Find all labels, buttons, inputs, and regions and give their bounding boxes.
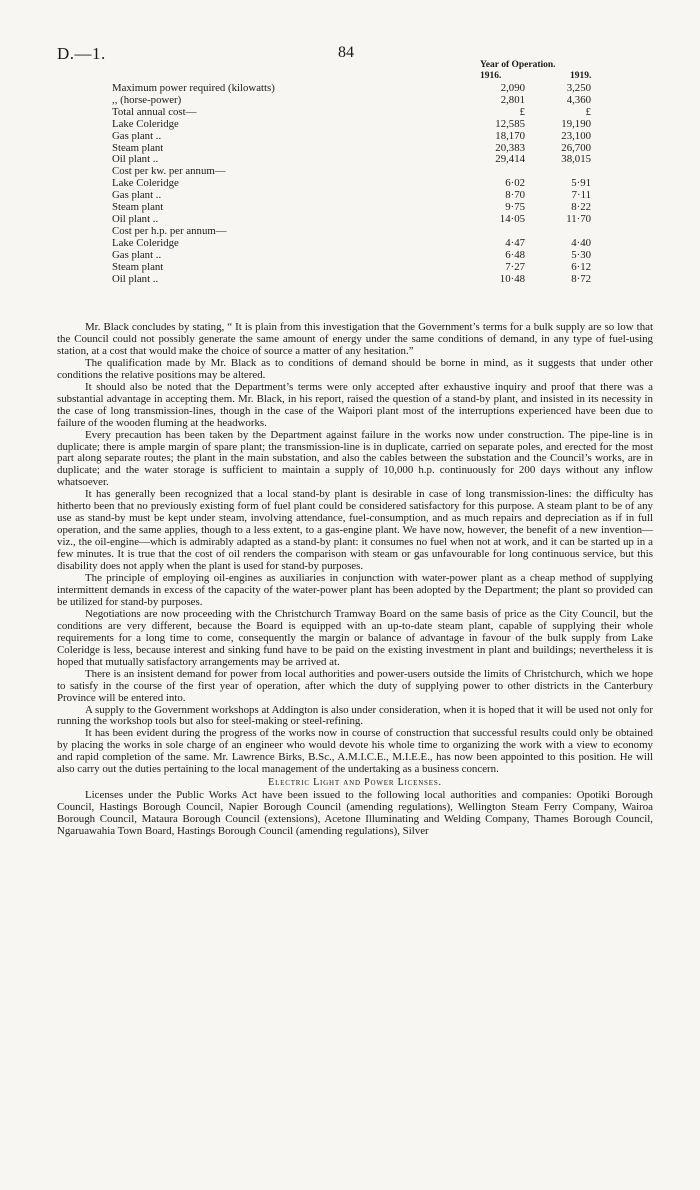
row-label: Steam plant bbox=[112, 260, 164, 273]
table-row bbox=[112, 238, 591, 250]
value-1919: 26,700 bbox=[561, 141, 591, 154]
value-1919 bbox=[525, 226, 591, 238]
row-label: ,, (horse-power) bbox=[112, 93, 182, 106]
value-1916: 2,090 bbox=[500, 82, 525, 94]
table-row bbox=[112, 131, 591, 143]
value-1916: 9·75 bbox=[505, 201, 525, 214]
year-column-1: 1916. bbox=[480, 71, 502, 81]
value-1916: 6·02 bbox=[505, 177, 525, 190]
row-label: Steam plant bbox=[112, 201, 164, 214]
value-1919: 38,015 bbox=[561, 153, 591, 166]
row-label: Maximum power required (kilowatts) bbox=[112, 82, 275, 94]
body-paragraph: Negotiations are now proceeding with the Christchurch Tramway Board on the same basis of price as the City Council, but the conditions are very different, because the Board is equipped with an up-to-date steam plant, capable of supplying their whole requirements for a long time to come, consequently the margin or balance of advantage in favour of the bulk supply from Lake Coleridge is less, because interest and sinking fund have to be paid on the existing investment in plant and buildings; nevertheless it is hoped that mutually satisfactory arrangements may be arrived at. bbox=[57, 607, 653, 668]
final-paragraph: Licenses under the Public Works Act have been issued to the following local authorities and companies: Opotiki Borough Council, Hastings Borough Council, Napier Borough Council (amending regulations), Wellington Steam Ferry Company, Wairoa Borough Council, Mataura Borough Council (extensions), Acetone Illuminating and Welding Company, Thames Borough Council, Ngaruawahia Town Board, Hastings Borough Council (amending regulations), Silver bbox=[57, 789, 653, 838]
value-1919: 4,360 bbox=[566, 93, 591, 106]
value-1916: £ bbox=[519, 105, 525, 118]
value-1916 bbox=[467, 226, 525, 238]
value-1916: 10·48 bbox=[499, 272, 525, 285]
page-number: 84 bbox=[338, 44, 354, 61]
value-1916: 14·05 bbox=[499, 212, 525, 225]
cost-comparison-table bbox=[112, 83, 591, 285]
value-1919: 19,190 bbox=[561, 117, 591, 130]
value-1916: 4·47 bbox=[505, 236, 525, 249]
body-paragraph: It has generally been recognized that a local stand-by plant is desirable in case of long transmission-lines: the difficulty has hitherto been that no previously existing form of fuel plant could be considered satisfactory for this purpose. A steam plant to be of any use as stand-by must be kept under steam, involving attendance, fuel-consumption, and as much repairs and depreciation as if in full operation, and the same applies, though to a less extent, to a gas-engine plant. We have now, however, the benefit of a new invention—viz., the oil-engine—which is admirably adapted as a stand-by plant: it consumes no fuel when not at work, and it can be started up in a few minutes. It is true that the cost of oil renders the comparison with steam or gas unfavourable for long continuous service, but this disability does not apply when the plant is used for stand-by purposes. bbox=[57, 488, 653, 573]
table-row bbox=[112, 250, 591, 262]
paragraph-list bbox=[57, 322, 653, 776]
year-column-2: 1919. bbox=[570, 71, 592, 81]
document-reference: D.—1. bbox=[57, 44, 106, 63]
value-1919: £ bbox=[585, 105, 591, 118]
row-label: Total annual cost— bbox=[112, 105, 197, 118]
value-1919: 23,100 bbox=[561, 129, 591, 142]
table-row bbox=[112, 107, 591, 119]
value-1916: 20,383 bbox=[495, 141, 525, 154]
value-1919: 4·40 bbox=[571, 236, 591, 249]
table-heading: Year of Operation. bbox=[480, 60, 556, 70]
row-label: Gas plant .. bbox=[112, 129, 162, 142]
row-label: Lake Coleridge bbox=[112, 177, 179, 190]
row-label: Gas plant .. bbox=[112, 248, 162, 261]
body-paragraph: Every precaution has been taken by the Department against failure in the works now under construction. The pipe-line is in duplicate; there is ample margin of spare plant; the transmission-line is in duplicate, carried on separate poles, and erected for the most part along separate routes; the plant in the main substation, and also the cables between the substation and the Council’s works, are in duplicate; and the water storage is sufficient to maintain a supply of 10,000 h.p. continuously for 200 days without any inflow whatsoever. bbox=[57, 428, 653, 489]
value-1916: 7·27 bbox=[505, 260, 525, 273]
value-1919: 11·70 bbox=[566, 212, 591, 225]
table-row bbox=[112, 274, 591, 286]
table-row bbox=[112, 262, 591, 274]
row-label: Lake Coleridge bbox=[112, 236, 179, 249]
body-paragraph: It has been evident during the progress of the works now in course of construction that successful results could only be obtained by placing the works in sole charge of an engineer who would devote his whole time to organizing the work with a view to economy and rapid completion of the same. Mr. Lawrence Birks, B.Sc., A.M.I.C.E., M.I.E.E., has now been appointed to this position. He will also carry out the duties pertaining to the local management of the undertaking as a business concern. bbox=[57, 727, 653, 776]
value-1916: 6·48 bbox=[505, 248, 525, 261]
value-1916: 2,801 bbox=[500, 93, 525, 106]
section-heading: Electric Light and Power Licenses. bbox=[268, 777, 442, 789]
value-1919: 6·12 bbox=[571, 260, 591, 273]
row-label: Cost per h.p. per annum— bbox=[112, 224, 227, 237]
document-body bbox=[57, 322, 653, 838]
body-paragraph: A supply to the Government workshops at Addington is also under consideration, when it is hoped that it will be used not only for running the workshop tools but also for steel-making or steel-refining. bbox=[57, 703, 653, 728]
value-1916: 12,585 bbox=[495, 117, 525, 130]
table-row bbox=[112, 119, 591, 131]
value-1919: 3,250 bbox=[566, 82, 591, 94]
value-1919: 8·22 bbox=[571, 201, 591, 214]
value-1919: 5·30 bbox=[571, 248, 591, 261]
row-label: Oil plant .. bbox=[112, 153, 159, 166]
row-label: Gas plant .. bbox=[112, 189, 162, 202]
row-label: Oil plant .. bbox=[112, 272, 159, 285]
body-paragraph: It should also be noted that the Department’s terms were only accepted after exhaustive inquiry and proof that there was a substantial advantage in accepting them. Mr. Black, in his report, raised the question of a stand-by plant, and insisted in its necessity in the case of long transmission-lines, though in the case of the Waipori plant most of the interruptions experienced have been due to failure of the wooden fluming at the headworks. bbox=[57, 380, 653, 429]
value-1916: 29,414 bbox=[495, 153, 525, 166]
body-paragraph: Mr. Black concludes by stating, “ It is plain from this investigation that the Government’s terms for a bulk supply are so low that the Council could not possibly generate the same amount of energy under the same conditions of demand, in any type of fuel-using station, at a cost that would make the choice of source a matter of any hesitation.” bbox=[57, 321, 653, 357]
value-1919: 7·11 bbox=[571, 189, 591, 202]
body-paragraph: The principle of employing oil-engines as auxiliaries in conjunction with water-power plant as a cheap method of supplying intermittent demands in excess of the capacity of the water-power plant has been adopted by the Department; the plant so provided can be utilized for stand-by purposes. bbox=[57, 572, 653, 608]
table-row bbox=[112, 226, 591, 238]
row-label: Cost per kw. per annum— bbox=[112, 165, 226, 178]
value-1919: 8·72 bbox=[571, 272, 591, 285]
body-paragraph: There is an insistent demand for power from local authorities and power-users outside the limits of Christchurch, which we hope to satisfy in the course of the first year of operation, after which the duty of supplying power to other districts in the Canterbury Province will be entered into. bbox=[57, 667, 653, 704]
row-label: Steam plant bbox=[112, 141, 164, 154]
body-paragraph: The qualification made by Mr. Black as to conditions of demand should be borne in mind, as it suggests that under other conditions the relative positions may be altered. bbox=[57, 356, 653, 381]
row-label: Lake Coleridge bbox=[112, 117, 179, 130]
row-label: Oil plant .. bbox=[112, 212, 159, 225]
value-1916: 18,170 bbox=[495, 129, 525, 142]
value-1919: 5·91 bbox=[571, 177, 591, 190]
value-1916: 8·70 bbox=[505, 189, 525, 202]
